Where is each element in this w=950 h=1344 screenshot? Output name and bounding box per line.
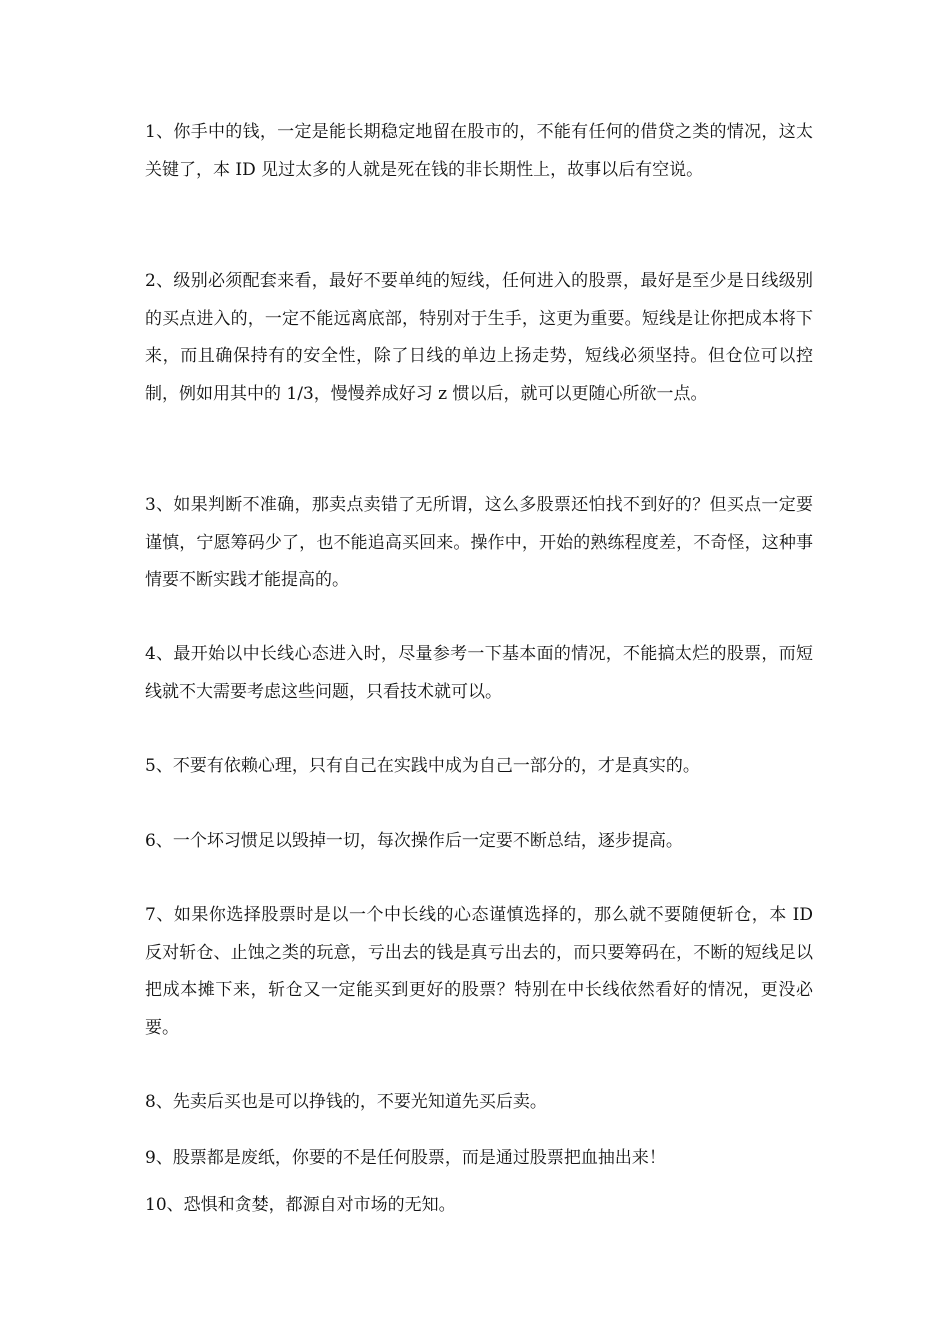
paragraph-5: 5、不要有依赖心理，只有自己在实践中成为自己一部分的，才是真实的。 [145, 756, 700, 776]
paragraph-2: 2、级别必须配套来看，最好不要单纯的短线，任何进入的股票，最好是至少是日线级别的买点进入的，一定不能远离底部，特别对于生手，这更为重要。短线是让你把成本将下来，而且确保持有的安全性，除了日线的单边上扬走势，短线必须坚持。但仓位可以控制，例如用其中的 1/3，慢慢养成好习 z 惯以后，就可以更随心所欲一点。 [145, 271, 813, 404]
paragraph-7: 7、如果你选择股票时是以一个中长线的心态谨慎选择的，那么就不要随便斩仓，本 ID 反对斩仓、止蚀之类的玩意，亏出去的钱是真亏出去的，而只要筹码在，不断的短线足以把成本摊下来，斩仓又一定能买到更好的股票？特别在中长线依然看好的情况，更没必要。 [145, 905, 813, 1038]
paragraph-1: 1、你手中的钱，一定是能长期稳定地留在股市的，不能有任何的借贷之类的情况，这太关键了，本 ID 见过太多的人就是死在钱的非长期性上，故事以后有空说。 [145, 122, 813, 180]
paragraph-8: 8、先卖后买也是可以挣钱的，不要光知道先买后卖。 [145, 1092, 547, 1112]
paragraph-6: 6、一个坏习惯足以毁掉一切，每次操作后一定要不断总结，逐步提高。 [145, 831, 683, 851]
paragraph-10: 10、恐惧和贪婪，都源自对市场的无知。 [145, 1195, 456, 1215]
paragraph-9: 9、股票都是废纸，你要的不是任何股票，而是通过股票把血抽出来！ [145, 1148, 666, 1168]
paragraph-4: 4、最开始以中长线心态进入时，尽量参考一下基本面的情况，不能搞太烂的股票，而短线就不大需要考虑这些问题，只看技术就可以。 [145, 644, 813, 702]
paragraph-3: 3、如果判断不准确，那卖点卖错了无所谓，这么多股票还怕找不到好的？但买点一定要谨慎，宁愿筹码少了，也不能追高买回来。操作中，开始的熟练程度差，不奇怪，这种事情要不断实践才能提高的。 [145, 495, 813, 590]
